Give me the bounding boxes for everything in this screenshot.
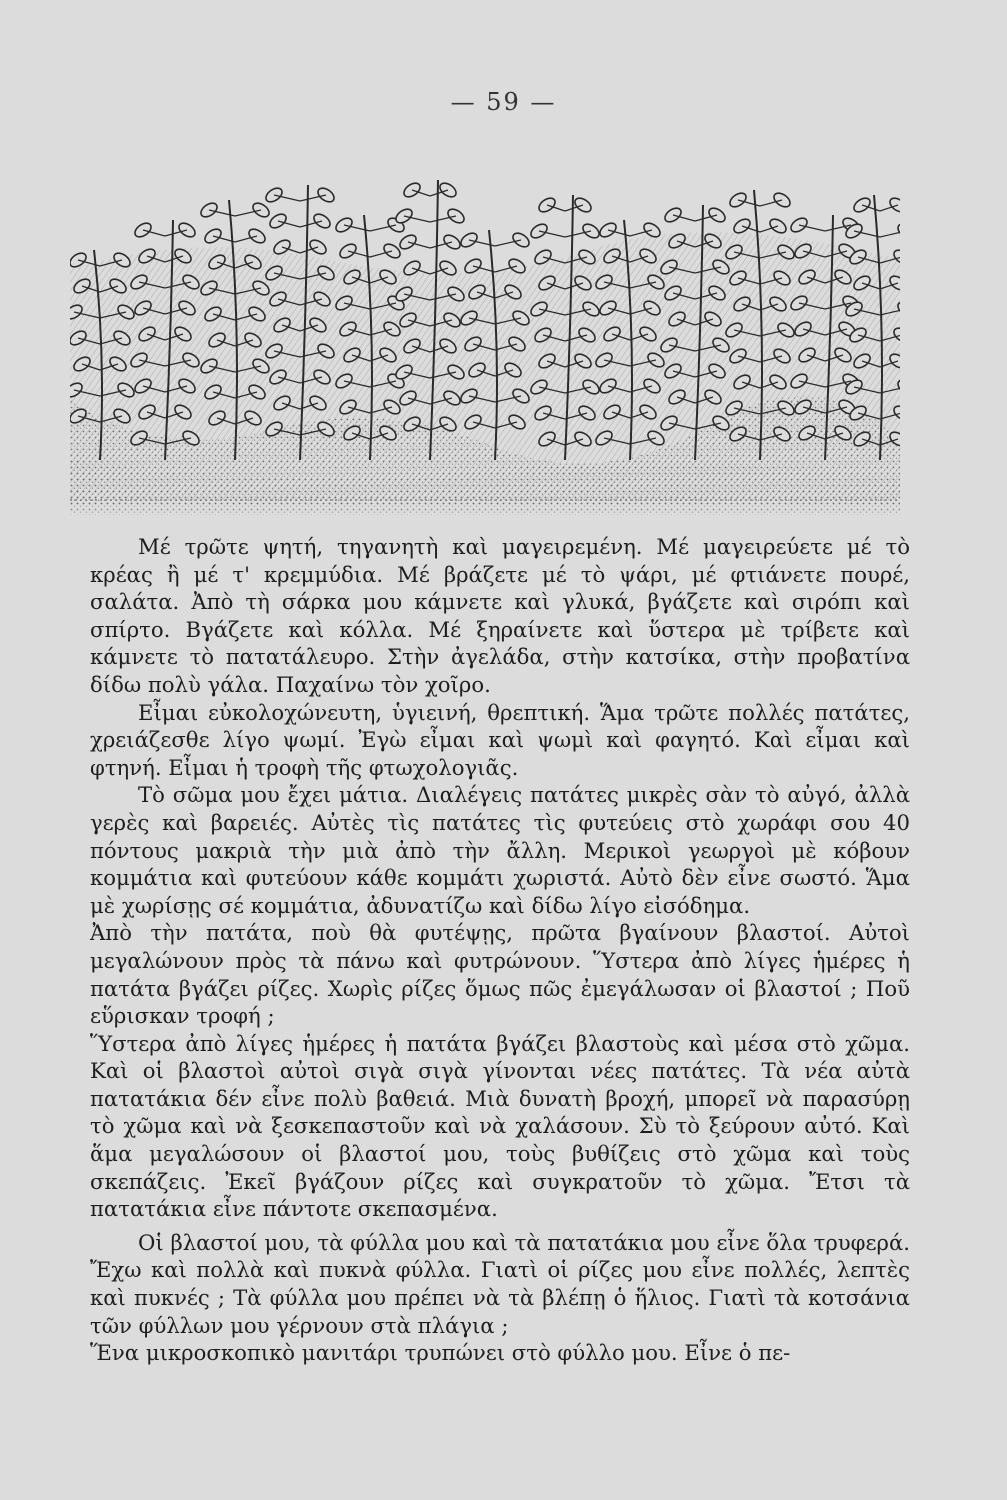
paragraph: Ἀπὸ τὴν πατάτα, ποὺ θὰ φυτέψῃς, πρῶτα βγαίνουν βλαστοί. Αὐτοὶ μεγαλώνουν πρὸς τὰ πάνω καὶ φυτρώνουν. Ὕστερα ἀπὸ λίγες ἡμέρες ἡ πατάτα βγάζει ρίζες. Χωρὶς ρίζες ὅμως πῶς ἐμεγάλωσαν οἱ βλαστοί ; Ποῦ εὕρισκαν τροφή ; bbox=[90, 920, 910, 1029]
plant-leaf bbox=[895, 221, 900, 240]
paragraph: Εἶμαι εὐκολοχώνευτη, ὑγιεινή, θρεπτική. Ἅμα τρῶτε πολλές πατάτες, χρειάζεσθε λίγο ψωμί. Ἐγὼ εἶμαι καὶ ψωμὶ καὶ φαγητό. Καὶ εἶμαι καὶ φτηνή. Εἶμαι ἡ τροφὴ τῆς φτωχολογιᾶς. bbox=[90, 699, 910, 780]
paragraph: Μέ τρῶτε ψητή, τηγανητὴ καὶ μαγειρεμένη. Μέ μαγειρεύετε μέ τὸ κρέας ἢ μέ τ' κρεμμύδια. Μέ βράζετε μέ τὸ ψάρι, μέ φτιάνετε πουρέ, σαλάτα. Ἀπὸ τὴ σάρκα μου κάμνετε καὶ γλυκά, βγάζετε καὶ σιρόπι καὶ σπίρτο. Βγάζετε καὶ κόλλα. Μέ ξηραίνετε καὶ ὕστερα μὲ τρίβετε καὶ κάμνετε τὸ πατατάλευρο. Στὴν ἀγελάδα, στὴν κατσίκα, στὴν προβατίνα δίδω πολὺ γάλα. Παχαίνω τὸν χοῖρο. bbox=[90, 534, 910, 697]
paragraph: Οἱ βλαστοί μου, τὰ φύλλα μου καὶ τὰ πατατάκια μου εἶνε ὅλα τρυφερά. Ἔχω καὶ πολλὰ καὶ πυκνὰ φύλλα. Γιατὶ οἱ ρίζες μου εἶνε πολλές, λεπτὲς καὶ πυκνές ; Τὰ φύλλα μου πρέπει νὰ τὰ βλέπῃ ὁ ἥλιος. Γιατὶ τὰ κοτσάνια τῶν φύλλων μου γέρνουν στὰ πλάγια ; bbox=[90, 1229, 910, 1338]
text-body bbox=[90, 533, 910, 1367]
paragraph: Τὸ σῶμα μου ἔχει μάτια. Διαλέγεις πατάτες μικρὲς σὰν τὸ αὐγό, ἀλλὰ γερὲς καὶ βαρειές. Αὐτὲς τὶς πατάτες τὶς φυτεύεις στὸ χωράφι σου 40 πόντους μακριὰ τὴν μιὰ ἀπὸ τὴν ἄλλη. Μερικοὶ γεωργοὶ μὲ κόβουν κομμάτια καὶ φυτεύουν κάθε κομμάτι χωριστά. Αὐτὸ δὲν εἶνε σωστό. Ἅμα μὲ χωρίσῃς σέ κομμάτια, ἀδυνατίζω καὶ δίδω λίγο εἰσόδημα. bbox=[90, 782, 910, 918]
plant-twig bbox=[880, 231, 900, 237]
plant-leaf bbox=[887, 195, 900, 214]
paragraph: Ἕνα μικροσκοπικὸ μανιτάρι τρυπώνει στὸ φύλλο μου. Εἶνε ὁ πε- bbox=[90, 1340, 791, 1366]
potato-field-illustration bbox=[70, 160, 900, 515]
paragraph: Ὕστερα ἀπὸ λίγες ἡμέρες ἡ πατάτα βγάζει βλαστοὺς καὶ μέσα στὸ χῶμα. Καὶ οἱ βλαστοὶ αὐτοὶ σιγὰ σιγὰ γίνονται νέες πατάτες. Τὰ νέα αὐτὰ πατατάκια δέν εἶνε πολὺ βαθειά. Μιὰ δυνατὴ βροχή, μπορεῖ νὰ παρασύρῃ τὸ χῶμα καὶ νὰ ξεσκεπαστοῦν καὶ νὰ χαλάσουν. Σὺ τὸ ξεύρουν αὐτό. Καὶ ἅμα μεγαλώσουν οἱ βλαστοί μου, τοὺς βυθίζεις στὸ χῶμα καὶ τοὺς σκεπάζεις. Ἐκεῖ βγάζουν ρίζες καὶ συγκρατοῦν τὸ χῶμα. Ἔτσι τὰ πατατάκια εἶνε πάντοτε σκεπασμένα. bbox=[90, 1030, 910, 1222]
page-number: — 59 — bbox=[450, 88, 557, 116]
